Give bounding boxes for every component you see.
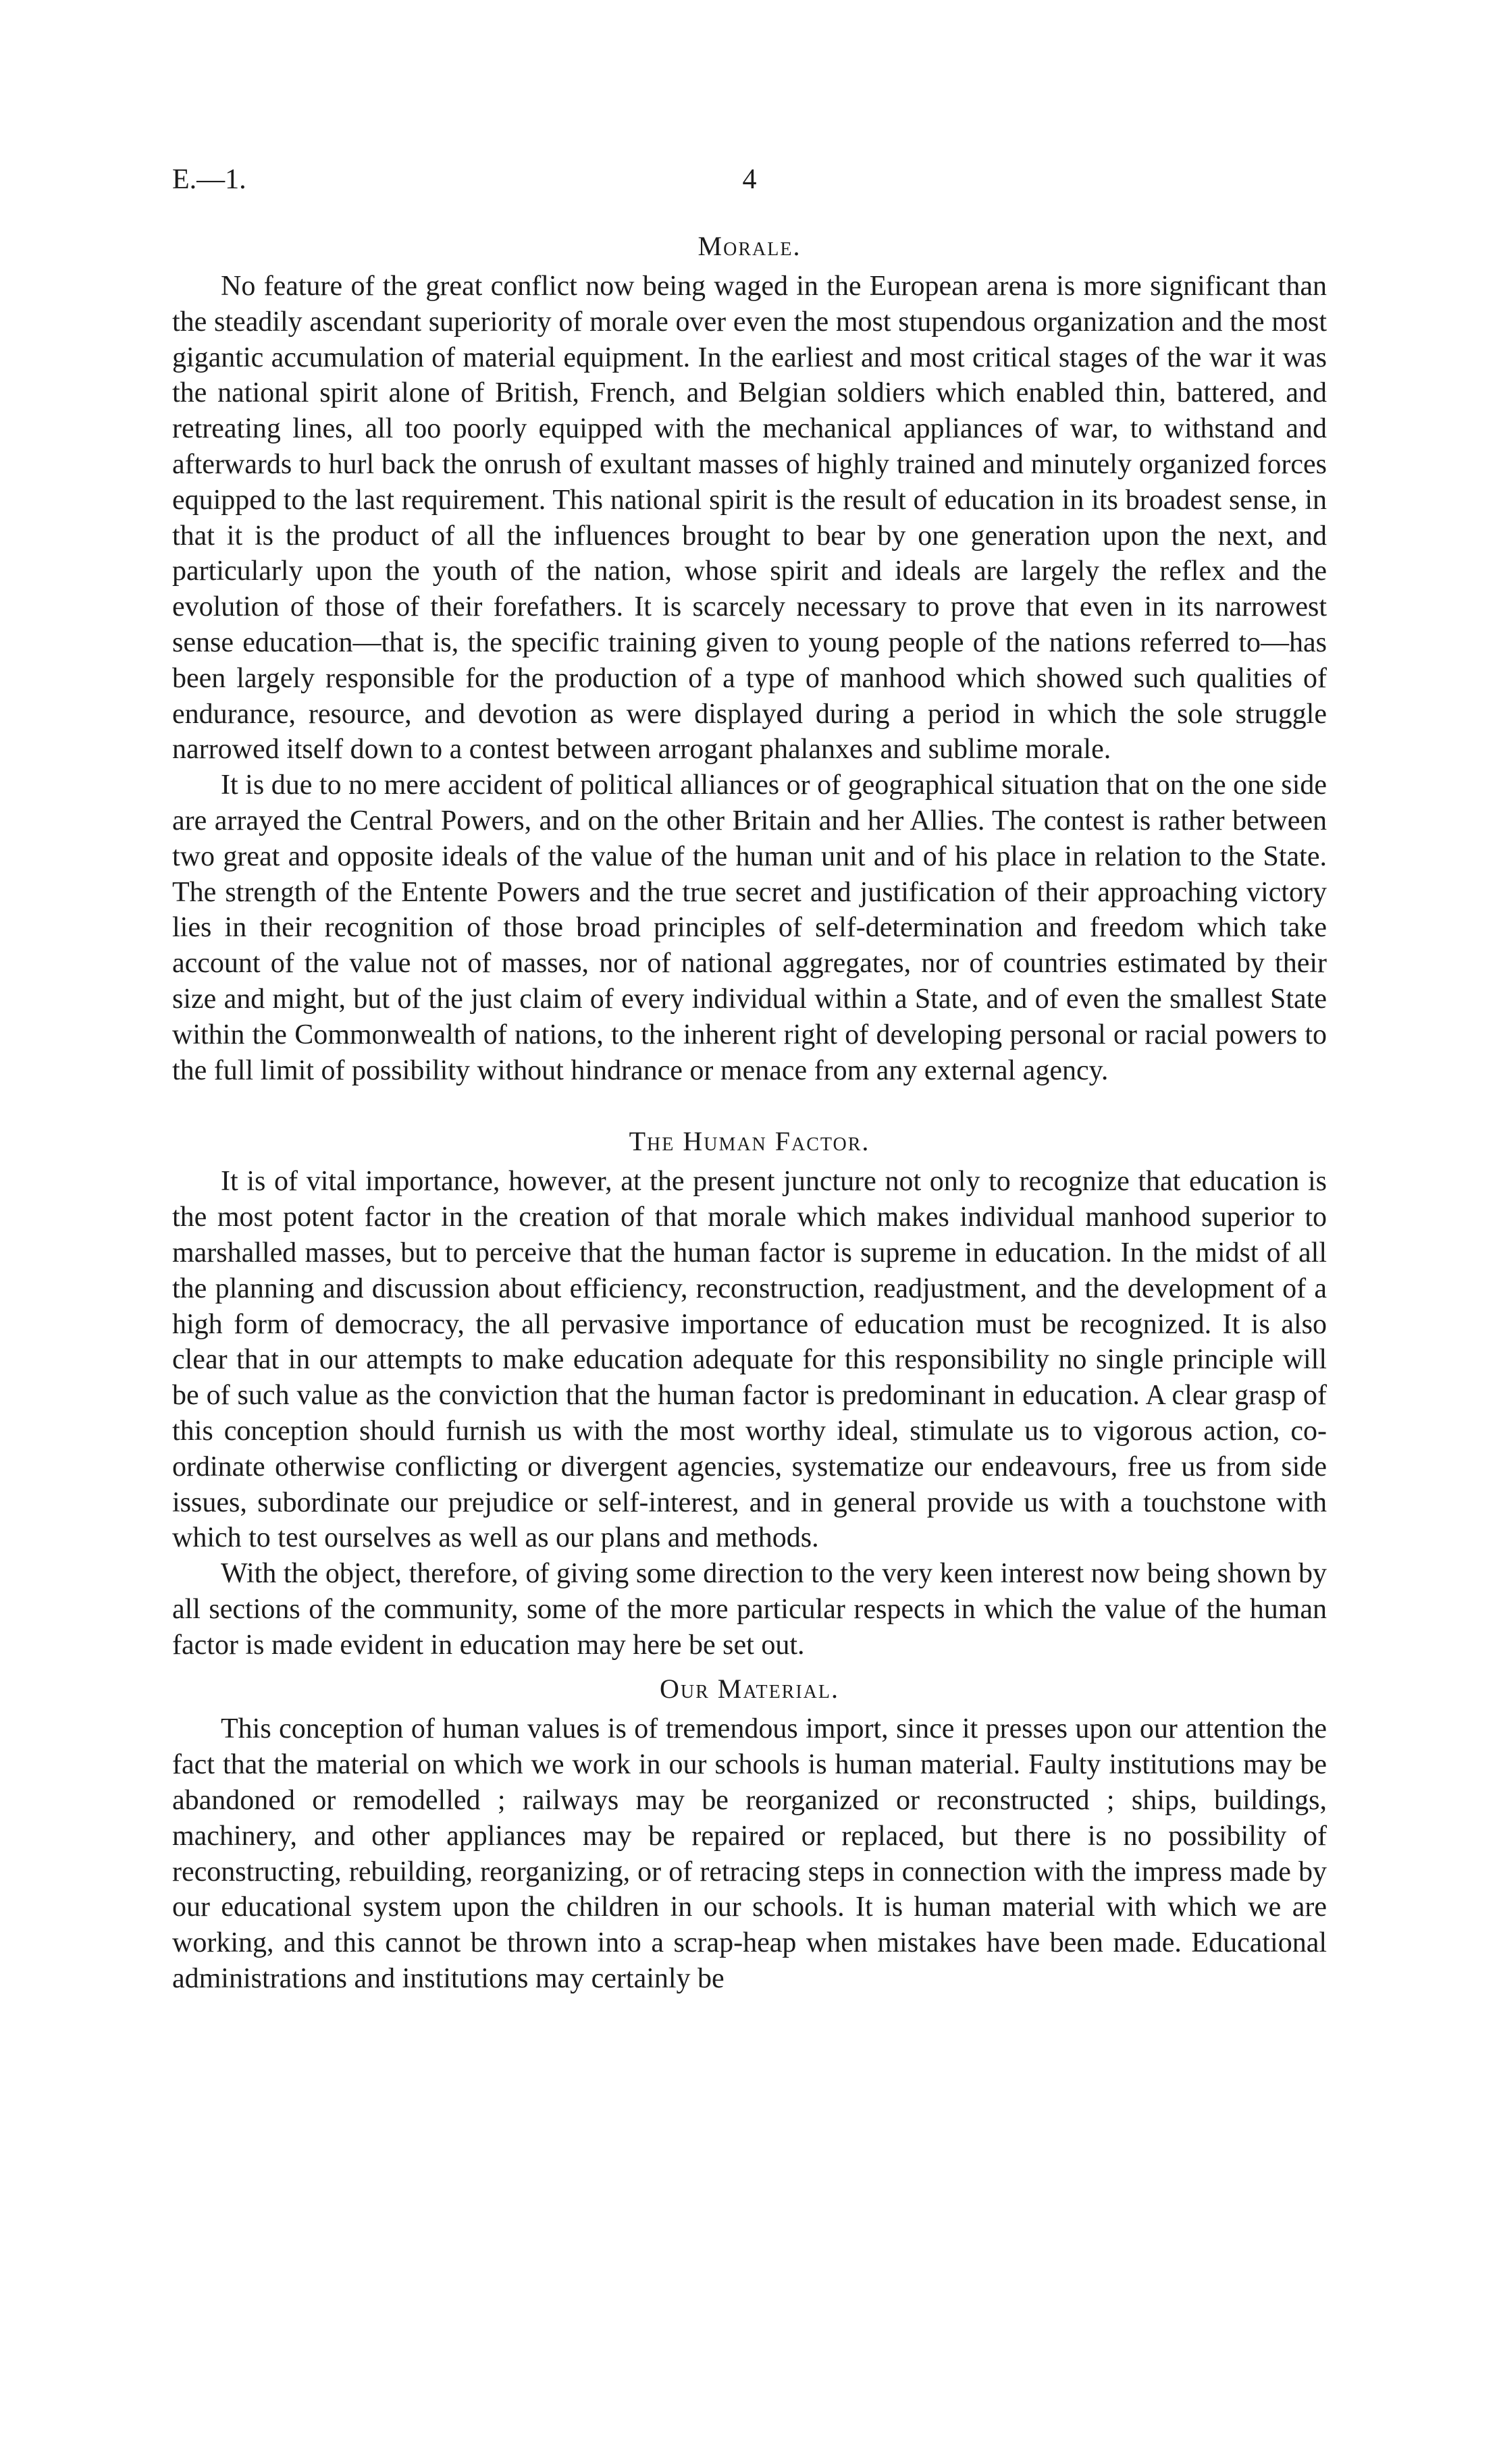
paragraph: With the object, therefore, of giving some direction to the very keen interest now being shown by all sections of the community, some of the more particular respects in which the value of the human factor is made evident in education may here be set out. [172, 1558, 1327, 1661]
page-number: 4 [742, 164, 757, 195]
running-header [172, 163, 1327, 204]
section-morale [172, 224, 1327, 1088]
paragraph: It is due to no mere accident of political alliances or of geographical situation that on the one side are arrayed the Central Powers, and on the other Britain and her Allies. The contest is rather between two great and opposite ideals of the value of the human unit and of his place in relation to the State. The strength of the Entente Powers and the true secret and justification of their approaching victory lies in their recognition of those broad principles of self-determination and freedom which take account of the value not of masses, nor of national aggregates, nor of countries estimated by their size and might, but of the just claim of every individual within a State, and of even the smallest State within the Commonwealth of nations, to the inherent right of developing personal or racial powers to the full limit of possibility without hindrance or menace from any external agency. [172, 770, 1327, 1086]
paragraph: This conception of human values is of tremendous import, since it presses upon our attention the fact that the material on which we work in our schools is human material. Faulty institutions may be abandoned or remodelled ; railways may be reorganized or reconstructed ; ships, buildings, machinery, and other appliances may be repaired or replaced, but there is no possibility of reconstructing, rebuilding, reorganizing, or of retracing steps in connection with the impress made by our educational system upon the children in our schools. It is human material with which we are working, and this cannot be thrown into a scrap-heap when mistakes have been made. Educational administrations and institutions may certainly be [172, 1713, 1327, 1995]
section-heading-human-factor: The Human Factor. [629, 1126, 870, 1157]
document-code: E.—1. [172, 164, 246, 195]
section-heading-our-material: Our Material. [660, 1673, 839, 1705]
paragraph: No feature of the great conflict now being waged in the European arena is more significant than the steadily ascendant superiority of morale over even the most stupendous organization and the most gigantic accumulation of material equipment. In the earliest and most critical stages of the war it was the national spirit alone of British, French, and Belgian soldiers which enabled thin, battered, and retreating lines, all too poorly equipped with the mechanical appliances of war, to withstand and afterwards to hurl back the onrush of exultant masses of highly trained and minutely organized forces equipped to the last requirement. This national spirit is the result of education in its broadest sense, in that it is the product of all the influences brought to bear by one generation upon the next, and particularly upon the youth of the nation, whose spirit and ideals are largely the reflex and the evolution of those of their forefathers. It is scarcely necessary to prove that even in its narrowest sense education—that is, the specific training given to young people of the nations referred to—has been largely responsible for the production of a type of manhood which showed such qualities of endurance, resource, and devotion as were displayed during a period in which the sole struggle narrowed itself down to a contest between arrogant phalanxes and sublime morale. [172, 271, 1327, 766]
section-our-material [172, 1667, 1327, 1996]
body-text [172, 224, 1327, 1997]
section-human-factor [172, 1119, 1327, 1663]
section-heading-morale: Morale. [698, 231, 801, 261]
paragraph: It is of vital importance, however, at the present juncture not only to recognize that education is the most potent factor in the creation of that morale which makes individual manhood superior to marshalled masses, but to perceive that the human factor is supreme in education. In the midst of all the planning and discussion about efficiency, reconstruction, readjustment, and the development of a high form of democracy, the all pervasive importance of education must be recognized. It is also clear that in our attempts to make education adequate for this responsibility no single principle will be of such value as the conviction that the human factor is predominant in education. A clear grasp of this conception should furnish us with the most worthy ideal, stimulate us to vigorous action, co-ordinate otherwise conflicting or divergent agencies, systematize our endeavours, free us from side issues, subordinate our prejudice or self-interest, and in general provide us with a touchstone with which to test ourselves as well as our plans and methods. [172, 1166, 1327, 1554]
